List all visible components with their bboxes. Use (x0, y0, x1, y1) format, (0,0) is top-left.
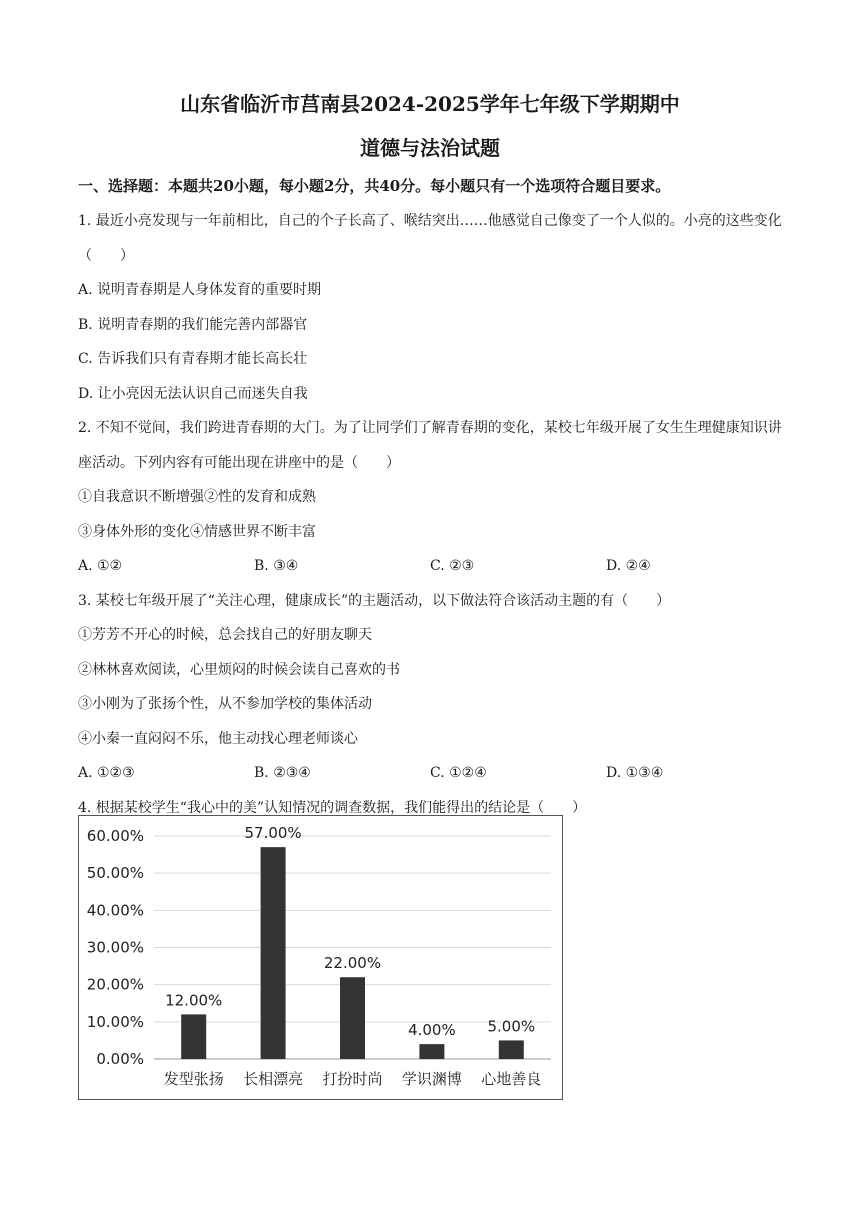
x-category-label: 心地善良 (481, 1070, 542, 1088)
question-3-option-d[interactable]: D. ①③④ (606, 765, 664, 781)
question-2-options (78, 549, 783, 584)
bar-chart-svg (79, 816, 562, 1099)
question-2-option-a[interactable]: A. ①② (78, 558, 123, 574)
question-3-option-c[interactable]: C. ①②④ (430, 765, 487, 781)
bar-value-label: 12.00% (165, 991, 223, 1010)
x-category-label: 打扮时尚 (322, 1070, 383, 1088)
question-1-option-a[interactable]: A. 说明青春期是人身体发育的重要时期 (78, 282, 322, 298)
question-3 (78, 584, 783, 791)
y-tick-label: 30.00% (86, 938, 144, 957)
question-1-stem: 1. 最近小亮发现与一年前相比，自己的个子长高了、喉结突出……他感觉自己像变了一个人似的。小亮的这些变化（ ） (78, 213, 782, 264)
question-2-stem: 2. 不知不觉间，我们跨进青春期的大门。为了让同学们了解青春期的变化，某校七年级开展了女生生理健康知识讲座活动。下列内容有可能出现在讲座中的是（ ） (78, 420, 782, 471)
x-category-label: 长相漂亮 (243, 1070, 304, 1088)
question-3-statement: ②林林喜欢阅读，心里烦闷的时候会读自己喜欢的书 (78, 661, 400, 678)
y-tick-label: 40.00% (86, 901, 144, 920)
question-2-option-b[interactable]: B. ③④ (254, 558, 299, 574)
question-1-option-d[interactable]: D. 让小亮因无法认识自己而迷失自我 (78, 385, 308, 402)
bar (181, 1014, 206, 1059)
exam-title: 山东省临沂市莒南县2024-2025学年七年级下学期期中 (180, 92, 680, 116)
x-category-label: 发型张扬 (163, 1070, 224, 1088)
section-heading-choice: 一、选择题：本题共20小题，每小题2分，共40分。每小题只有一个选项符合题目要求。 (78, 177, 671, 195)
question-3-options (78, 756, 783, 791)
y-tick-label: 20.00% (86, 975, 144, 994)
bar-value-label: 22.00% (323, 954, 382, 973)
bar (261, 847, 286, 1059)
question-3-statement: ④小秦一直闷闷不乐，他主动找心理老师谈心 (78, 730, 358, 747)
bar (340, 977, 365, 1059)
question-1-option-c[interactable]: C. 告诉我们只有青春期才能长高长壮 (78, 351, 308, 367)
x-category-label: 学识渊博 (401, 1070, 462, 1088)
question-3-stem: 3. 某校七年级开展了“关注心理，健康成长”的主题活动，以下做法符合该活动主题的有（ ） (78, 592, 671, 609)
bar-value-label: 5.00% (487, 1017, 536, 1036)
question-2 (78, 411, 783, 584)
bar (499, 1040, 524, 1059)
y-tick-label: 10.00% (86, 1012, 144, 1031)
question-3-option-b[interactable]: B. ②③④ (254, 765, 311, 781)
question-2-option-c[interactable]: C. ②③ (430, 558, 475, 574)
bar-value-label: 57.00% (244, 824, 302, 843)
y-tick-label: 50.00% (86, 864, 144, 883)
question-1 (78, 204, 783, 411)
question-3-statement: ①芳芳不开心的时候，总会找自己的好朋友聊天 (78, 627, 372, 643)
question-3-statement: ③小刚为了张扬个性，从不参加学校的集体活动 (78, 696, 372, 712)
question-1-option-b[interactable]: B. 说明青春期的我们能完善内部器官 (78, 316, 308, 333)
y-tick-label: 0.00% (96, 1050, 144, 1068)
question-list (78, 204, 783, 825)
question-3-option-a[interactable]: A. ①②③ (78, 765, 135, 781)
y-tick-label: 60.00% (86, 827, 144, 845)
exam-subject-title: 道德与法治试题 (360, 136, 500, 160)
question-2-statement: ①自我意识不断增强②性的发育和成熟 (78, 489, 316, 505)
bar (419, 1044, 444, 1059)
survey-bar-chart (78, 815, 563, 1100)
question-2-statement: ③身体外形的变化④情感世界不断丰富 (78, 523, 316, 540)
question-4-stem: 4. 根据某校学生“我心中的美”认知情况的调查数据，我们能得出的结论是（ ） (78, 799, 587, 816)
bar-value-label: 4.00% (408, 1021, 456, 1040)
question-2-option-d[interactable]: D. ②④ (606, 558, 651, 574)
